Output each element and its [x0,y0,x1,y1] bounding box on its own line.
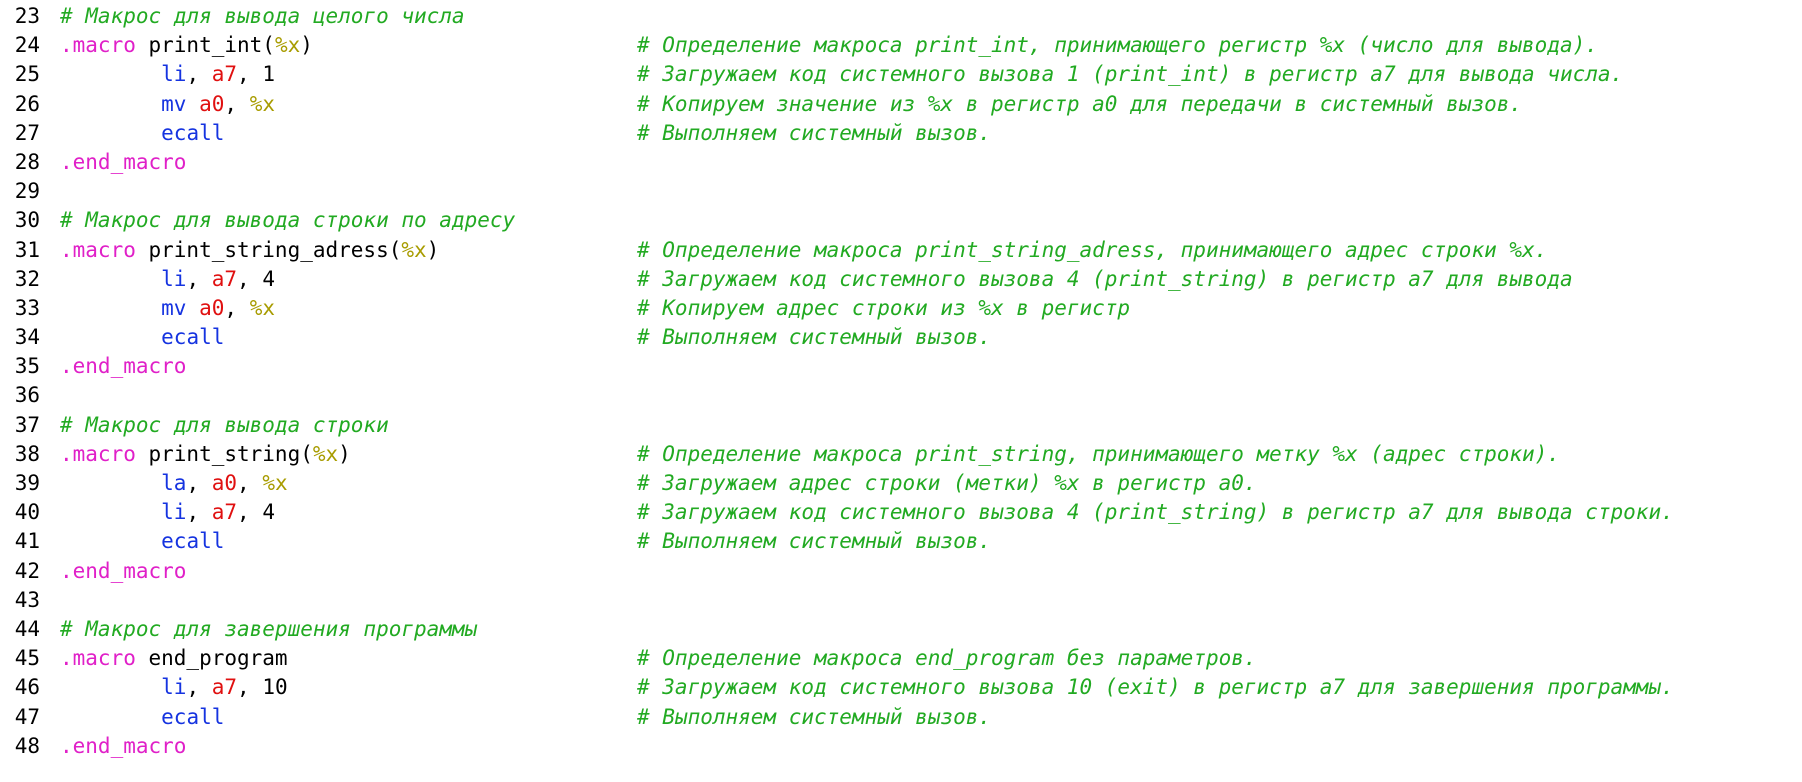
line-number: 41 [14,529,40,554]
code-token: la [161,471,187,495]
line-number: 47 [14,704,40,729]
line-number: 45 [14,646,40,671]
code-line[interactable] [0,236,1802,265]
inline-comment: # Копируем значение из %x в регистр a0 для передачи в системный вызов. [637,91,1523,116]
code-token: %x [274,33,301,58]
code-text [60,703,224,732]
code-text [60,440,351,469]
line-number: 31 [14,237,40,262]
code-token: print_string( [135,441,313,466]
code-line[interactable] [0,206,1802,235]
code-token: .macro [60,237,136,262]
line-number: 25 [14,62,40,87]
code-text [60,323,224,352]
line-number: 39 [14,471,40,495]
code-token: li [161,500,187,525]
code-token [186,92,199,116]
inline-comment: # Выполняем системный вызов. [637,529,992,554]
code-token: .macro [60,33,136,58]
line-number: 24 [14,33,40,58]
code-token [60,675,161,699]
code-token: # Макрос для вывода строки по адресу [60,208,516,233]
code-line[interactable] [0,557,1802,586]
line-number: 44 [14,616,40,641]
code-token: %x [249,91,275,116]
inline-comment: # Загружаем код системного вызова 1 (print_int) в регистр a7 для вывода числа. [637,62,1624,87]
code-line[interactable] [0,411,1802,440]
inline-comment: # Определение макроса print_string_adress, принимающего адрес строки %x. [637,237,1548,262]
code-token: a7 [211,266,238,291]
code-text [60,469,288,498]
code-token: %x [312,441,339,466]
code-token: print_string_adress( [135,237,402,262]
code-line[interactable] [0,615,1802,644]
code-token: ) [426,237,440,262]
code-line[interactable] [0,60,1802,89]
code-line[interactable] [0,586,1802,615]
code-token: li [161,675,187,700]
code-token: ecall [161,704,225,729]
code-text [60,557,186,586]
inline-comment: # Выполняем системный вызов. [637,704,992,729]
code-line[interactable] [0,294,1802,323]
line-number: 37 [14,412,40,437]
code-token: ) [338,441,351,466]
code-line[interactable] [0,381,1802,410]
inline-comment: # Выполняем системный вызов. [637,120,992,145]
code-text [60,60,275,89]
code-text [60,206,515,235]
line-number: 23 [14,4,40,28]
code-token: a0 [199,91,225,116]
code-text [60,673,288,702]
code-text [60,498,275,527]
code-token: # Макрос для завершения программы [60,616,478,641]
code-line[interactable] [0,440,1802,469]
line-number: 26 [14,91,40,116]
code-token [60,62,161,86]
code-token: , [237,471,263,495]
code-text [60,31,313,60]
inline-comment: # Загружаем адрес строки (метки) %x в регистр a0. [637,471,1257,495]
code-token [60,92,161,116]
line-number: 46 [14,675,40,700]
code-text [60,119,224,148]
code-line[interactable] [0,119,1802,148]
code-token: ecall [161,325,225,350]
line-number: 40 [14,500,40,525]
code-line[interactable] [0,265,1802,294]
code-token: , 4 [237,500,275,525]
code-token [60,529,161,553]
code-line[interactable] [0,703,1802,732]
line-number: 36 [14,383,40,408]
code-token [60,705,161,729]
code-text [60,732,186,761]
code-token: .macro [60,646,136,671]
code-line[interactable] [0,2,1802,31]
code-token: a7 [211,675,238,700]
code-token [60,296,161,320]
code-token: , 1 [237,62,275,87]
code-token: , [224,295,250,320]
inline-comment: # Определение макроса print_string, принимающего метку %x (адрес строки). [637,441,1560,466]
code-token: ) [300,33,313,58]
code-token: mv [161,91,187,116]
code-text [60,148,186,177]
line-number: 27 [14,120,40,145]
code-line[interactable] [0,323,1802,352]
code-token [60,500,161,524]
code-token [60,267,161,291]
code-text [60,352,186,381]
code-token: .end_macro [60,558,187,583]
code-line[interactable] [0,90,1802,119]
code-line[interactable] [0,527,1802,556]
line-number: 42 [14,558,40,583]
code-line[interactable] [0,673,1802,702]
line-number: 28 [14,149,40,174]
code-text [60,527,224,556]
line-number: 34 [14,325,40,350]
code-token: .end_macro [60,354,187,379]
code-line[interactable] [0,177,1802,206]
code-token: , [186,500,212,525]
code-token: a0 [199,295,225,320]
code-token: .end_macro [60,149,187,174]
code-text [60,90,275,119]
code-line[interactable] [0,732,1802,761]
inline-comment: # Копируем адрес строки из %x в регистр [637,295,1131,320]
code-token: , [186,471,212,495]
code-text [60,411,389,440]
line-number: 32 [14,266,40,291]
code-text [60,236,439,265]
code-token: , 10 [237,675,288,700]
line-number: 33 [14,295,40,320]
code-token: %x [249,295,275,320]
code-token: %x [262,471,288,495]
inline-comment: # Выполняем системный вызов. [637,325,992,350]
code-token: li [161,266,187,291]
code-token: .end_macro [60,733,187,758]
code-token: mv [161,295,187,320]
code-token: , 4 [237,266,275,291]
inline-comment: # Загружаем код системного вызова 10 (exit) в регистр a7 для завершения программы. [637,675,1674,700]
code-line[interactable] [0,352,1802,381]
inline-comment: # Определение макроса end_program без параметров. [637,646,1257,671]
code-token: li [161,62,187,87]
code-text [60,644,288,673]
code-token: , [186,62,212,87]
code-text [60,265,275,294]
code-token [186,296,199,320]
inline-comment: # Загружаем код системного вызова 4 (print_string) в регистр a7 для вывода [637,266,1573,291]
code-token: a7 [211,500,238,525]
line-number: 35 [14,354,40,379]
code-token: %x [401,237,427,262]
code-text [60,294,275,323]
code-token: a0 [211,471,238,495]
inline-comment: # Загружаем код системного вызова 4 (print_string) в регистр a7 для вывода строки. [637,500,1674,525]
code-token: .macro [60,441,136,466]
line-number: 48 [14,733,40,758]
inline-comment: # Определение макроса print_int, принимающего регистр %x (число для вывода). [637,33,1598,58]
code-line[interactable] [0,31,1802,60]
code-token [60,121,161,145]
code-token [60,471,161,495]
code-line[interactable] [0,148,1802,177]
code-token: , [186,675,212,700]
line-number: 43 [14,587,40,612]
code-line[interactable] [0,498,1802,527]
code-token: a7 [211,62,238,87]
code-token: , [186,266,212,291]
code-line[interactable] [0,469,1802,498]
code-token: end_program [135,646,288,671]
line-number: 30 [14,208,40,233]
code-line[interactable] [0,644,1802,673]
code-token: ecall [161,120,225,145]
code-token: # Макрос для вывода строки [60,412,389,437]
code-text [60,615,477,644]
code-token: , [224,91,250,116]
code-token [60,325,161,349]
line-number: 38 [14,441,40,466]
code-token: print_int( [135,33,275,58]
line-number: 29 [14,179,40,204]
code-token: # Макрос для вывода целого числа [60,4,465,28]
code-token: ecall [161,529,225,554]
code-text [60,2,465,31]
